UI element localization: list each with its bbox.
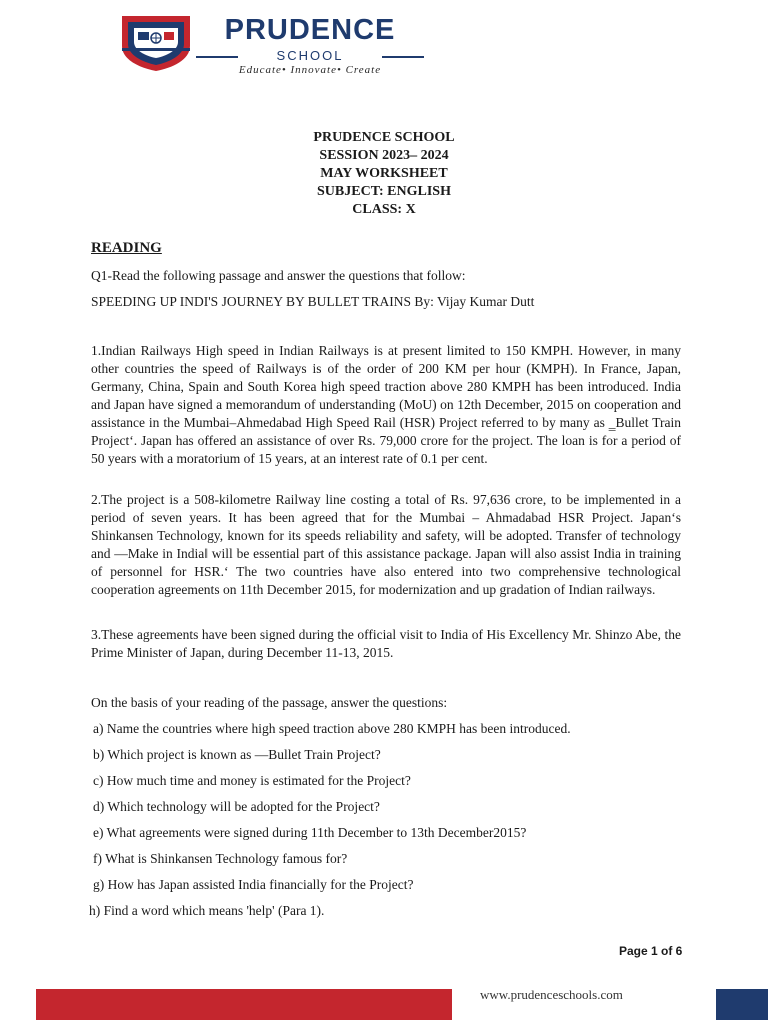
school-crest-icon: [118, 14, 194, 72]
question-d: d) Which technology will be adopted for the Project?: [93, 799, 380, 814]
heading-school: PRUDENCE SCHOOL: [313, 130, 455, 145]
logo-school-text: SCHOOL: [276, 48, 344, 63]
footer-navy-band: [716, 989, 768, 1020]
footer-website: www.prudenceschools.com: [480, 987, 623, 1002]
question-e: e) What agreements were signed during 11th December to 13th December2015?: [93, 825, 527, 840]
logo-brand-text: PRUDENCE: [224, 14, 396, 46]
question-f: f) What is Shinkansen Technology famous for?: [93, 851, 348, 866]
page-number: Page 1 of 6: [619, 944, 683, 958]
questions-prompt: On the basis of your reading of the passage, answer the questions:: [91, 695, 448, 710]
heading-worksheet: MAY WORKSHEET: [320, 166, 448, 181]
worksheet-heading: [0, 129, 768, 219]
school-logo: [118, 14, 438, 74]
question-c: c) How much time and money is estimated for the Project?: [93, 773, 411, 788]
logo-rule-right: [382, 56, 424, 58]
footer-red-band: [36, 989, 452, 1020]
question-g: g) How has Japan assisted India financially for the Project?: [93, 877, 414, 892]
logo-tagline: Educate• Innovate• Create: [238, 64, 382, 76]
section-title-reading: READING: [91, 240, 162, 256]
question-b: b) Which project is known as —Bullet Train Project?: [93, 747, 381, 762]
heading-session: SESSION 2023– 2024: [319, 148, 449, 163]
q1-instruction: Q1-Read the following passage and answer the questions that follow:: [91, 268, 466, 283]
heading-class: CLASS: X: [352, 202, 416, 217]
heading-subject: SUBJECT: ENGLISH: [317, 184, 451, 199]
passage-paragraph-3: 3.These agreements have been signed during the official visit to India of His Excellency Mr. Shinzo Abe, the Prime Minister of Japan, during December 11-13, 2015.: [91, 627, 681, 660]
question-a: a) Name the countries where high speed traction above 280 KMPH has been introduced.: [93, 721, 571, 736]
question-h: h) Find a word which means 'help' (Para 1).: [89, 903, 325, 918]
passage-paragraph-2: 2.The project is a 508-kilometre Railway line costing a total of Rs. 97,636 crore, to be implemented in a period of seven years. It has been agreed that for the Mumbai – Ahmadabad HSR Project. Japan‘s Shinkansen Technology, known for its speeds reliability and safety, will be adopted. Transfer of technology and —Make in India‖ will be essential part of this assistance package. Japan will also assist India in training of personnel for HSR.‘ The two countries have also entered into two comprehensive technological cooperation agreements on 11th December 2015, for modernization and up gradation of Indian railways.: [91, 492, 681, 597]
passage-title: SPEEDING UP INDI'S JOURNEY BY BULLET TRAINS By: Vijay Kumar Dutt: [91, 294, 535, 309]
passage-paragraph-1: 1.Indian Railways High speed in Indian Railways is at present limited to 150 KMPH. However, in many other countries the speed of Railways is of the order of 200 KM per hour (KMPH). In France, Japan, Germany, China, Spain and South Korea high speed traction above 280 KMPH has been introduced. India and Japan have signed a memorandum of understanding (MoU) on 12th December, 2015 on cooperation and assistance in the Mumbai–Ahmedabad High Speed Rail (HSR) Project referred to by many as ‗Bullet Train Project‘. Japan has offered an assistance of over Rs. 79,000 crore for the project. The loan is for a period of 50 years with a moratorium of 15 years, at an interest rate of 0.1 per cent.: [91, 343, 681, 466]
